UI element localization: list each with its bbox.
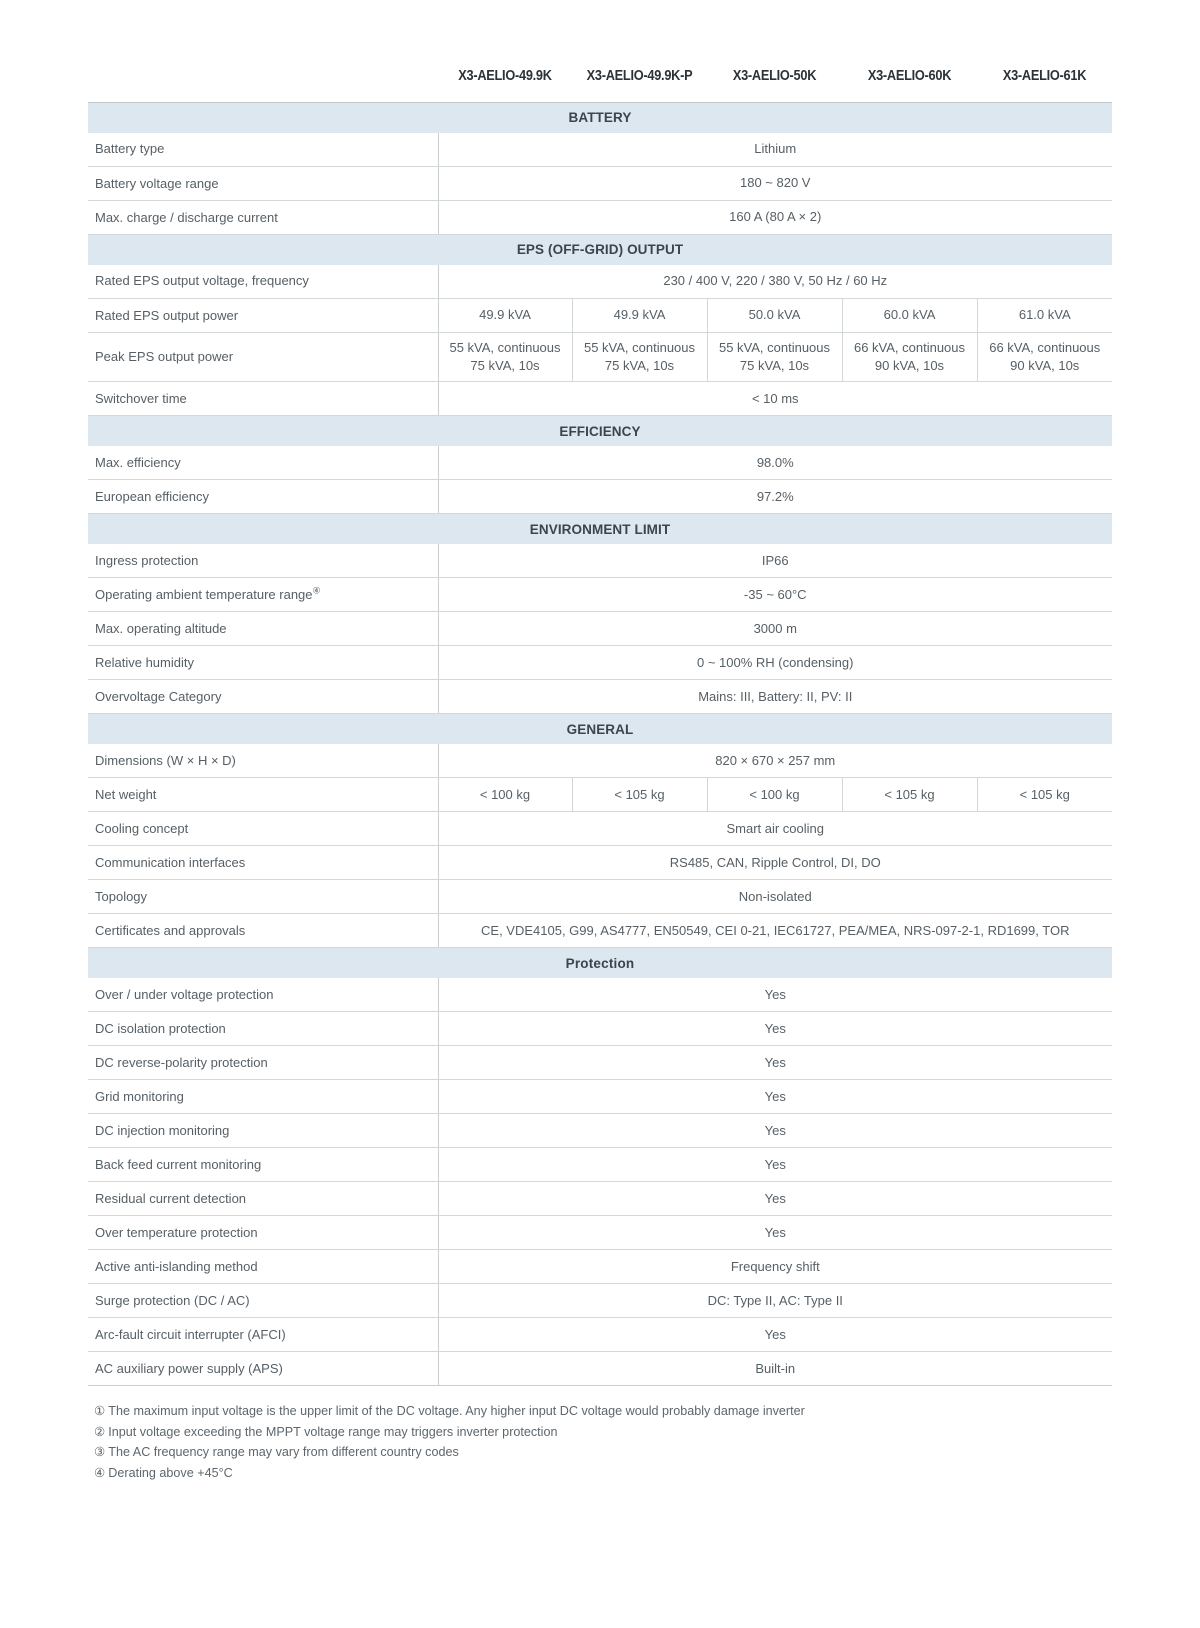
row-label xyxy=(88,480,438,514)
row-label xyxy=(88,778,438,812)
row-value: Yes xyxy=(438,1148,1112,1182)
row-value: Non-isolated xyxy=(438,880,1112,914)
footnote-item xyxy=(94,1463,1112,1483)
row-label xyxy=(88,1080,438,1114)
row-value: 230 / 400 V, 220 / 380 V, 50 Hz / 60 Hz xyxy=(438,265,1112,299)
table-row xyxy=(88,1250,1112,1284)
footnote-number: ④ xyxy=(94,1465,106,1480)
column-header-2: X3-AELIO-49.9K-P xyxy=(586,68,693,84)
row-value: Mains: III, Battery: II, PV: II xyxy=(438,680,1112,714)
row-label xyxy=(88,1216,438,1250)
row-value-col-3: < 100 kg xyxy=(707,778,842,812)
row-label-text: Overvoltage Category xyxy=(95,689,222,705)
table-row xyxy=(88,480,1112,514)
row-label-text: Certificates and approvals xyxy=(95,923,246,939)
row-label xyxy=(88,1148,438,1182)
row-value: Yes xyxy=(438,1046,1112,1080)
table-row xyxy=(88,846,1112,880)
row-label xyxy=(88,1182,438,1216)
row-label-text: Net weight xyxy=(95,787,157,803)
row-label-text: Battery type xyxy=(95,141,165,157)
row-label-text: Cooling concept xyxy=(95,821,189,837)
specification-table-container xyxy=(88,0,1112,1386)
section-title: GENERAL xyxy=(88,714,1112,744)
row-label xyxy=(88,880,438,914)
row-value: Built-in xyxy=(438,1352,1112,1386)
row-label xyxy=(88,1318,438,1352)
section-header-row xyxy=(88,416,1112,446)
table-row xyxy=(88,1080,1112,1114)
row-value-col-2: 49.9 kVA xyxy=(572,299,707,333)
row-label-text: Operating ambient temperature range xyxy=(95,587,313,603)
row-label xyxy=(88,1046,438,1080)
row-value: 0 ~ 100% RH (condensing) xyxy=(438,646,1112,680)
row-value-col-4: 60.0 kVA xyxy=(842,299,977,333)
row-label-text: Max. operating altitude xyxy=(95,621,227,637)
footnote-text: The AC frequency range may vary from different country codes xyxy=(108,1445,459,1460)
row-label xyxy=(88,978,438,1012)
table-row xyxy=(88,382,1112,416)
row-label-text: Grid monitoring xyxy=(95,1089,184,1105)
row-label-text: Battery voltage range xyxy=(95,175,219,191)
footnote-number: ③ xyxy=(94,1445,106,1460)
table-row xyxy=(88,446,1112,480)
row-label xyxy=(88,333,438,382)
table-row xyxy=(88,133,1112,167)
footnote-number: ① xyxy=(94,1404,106,1419)
row-value-col-2: 55 kVA, continuous 75 kVA, 10s xyxy=(572,333,707,382)
section-title: EFFICIENCY xyxy=(88,416,1112,446)
table-row xyxy=(88,978,1112,1012)
row-label xyxy=(88,1352,438,1386)
row-label-text: Peak EPS output power xyxy=(95,349,234,365)
section-header-row xyxy=(88,514,1112,544)
row-value-col-5: 61.0 kVA xyxy=(977,299,1112,333)
section-header-row xyxy=(88,103,1112,133)
row-value: Yes xyxy=(438,1318,1112,1352)
row-value: Yes xyxy=(438,1080,1112,1114)
section-header-row xyxy=(88,948,1112,978)
row-value: Yes xyxy=(438,1012,1112,1046)
row-value: IP66 xyxy=(438,544,1112,578)
row-label-text: Topology xyxy=(95,889,148,905)
table-row xyxy=(88,1114,1112,1148)
row-label-text: Max. efficiency xyxy=(95,454,181,470)
row-value-col-1: 49.9 kVA xyxy=(438,299,572,333)
row-label-text: Surge protection (DC / AC) xyxy=(95,1293,250,1309)
row-value: 98.0% xyxy=(438,446,1112,480)
row-value: 160 A (80 A × 2) xyxy=(438,201,1112,235)
column-header-5: X3-AELIO-61K xyxy=(1002,68,1087,84)
table-row xyxy=(88,167,1112,201)
row-value: DC: Type II, AC: Type II xyxy=(438,1284,1112,1318)
row-value: Yes xyxy=(438,978,1112,1012)
table-row xyxy=(88,578,1112,612)
table-row xyxy=(88,265,1112,299)
row-label xyxy=(88,382,438,416)
row-label xyxy=(88,265,438,299)
row-label-text: AC auxiliary power supply (APS) xyxy=(95,1361,283,1377)
table-row xyxy=(88,333,1112,382)
row-label-text: Residual current detection xyxy=(95,1191,247,1207)
row-label-text: Arc-fault circuit interrupter (AFCI) xyxy=(95,1327,286,1343)
row-label xyxy=(88,1012,438,1046)
row-value: 820 × 670 × 257 mm xyxy=(438,744,1112,778)
section-title: Protection xyxy=(88,948,1112,978)
table-row xyxy=(88,914,1112,948)
table-header xyxy=(88,68,1112,103)
row-label-text: Active anti-islanding method xyxy=(95,1259,258,1275)
row-value-col-3: 50.0 kVA xyxy=(707,299,842,333)
header-spacer-cell xyxy=(88,68,438,103)
section-title: EPS (OFF-GRID) OUTPUT xyxy=(88,235,1112,265)
table-row xyxy=(88,880,1112,914)
row-value-col-4: < 105 kg xyxy=(842,778,977,812)
table-body xyxy=(88,103,1112,1386)
column-header-1: X3-AELIO-49.9K xyxy=(458,68,552,84)
row-value: 180 ~ 820 V xyxy=(438,167,1112,201)
section-title: ENVIRONMENT LIMIT xyxy=(88,514,1112,544)
footnote-text: Input voltage exceeding the MPPT voltage range may triggers inverter protection xyxy=(108,1424,558,1439)
column-header-3: X3-AELIO-50K xyxy=(732,68,817,84)
row-label-text: Relative humidity xyxy=(95,655,194,671)
row-label-text: Communication interfaces xyxy=(95,855,246,871)
row-label xyxy=(88,1114,438,1148)
table-row xyxy=(88,544,1112,578)
table-row xyxy=(88,1284,1112,1318)
row-label xyxy=(88,914,438,948)
row-value: Yes xyxy=(438,1114,1112,1148)
row-label xyxy=(88,578,438,612)
table-row xyxy=(88,744,1112,778)
row-label xyxy=(88,646,438,680)
row-label xyxy=(88,544,438,578)
model-header-row xyxy=(88,68,1112,103)
row-label-text: Over temperature protection xyxy=(95,1225,258,1241)
row-label xyxy=(88,744,438,778)
row-label xyxy=(88,446,438,480)
row-value: 97.2% xyxy=(438,480,1112,514)
row-value: Frequency shift xyxy=(438,1250,1112,1284)
table-row xyxy=(88,778,1112,812)
row-label-text: Max. charge / discharge current xyxy=(95,209,278,225)
row-value-col-5: 66 kVA, continuous 90 kVA, 10s xyxy=(977,333,1112,382)
section-title: BATTERY xyxy=(88,103,1112,133)
table-row xyxy=(88,1318,1112,1352)
row-value-col-4: 66 kVA, continuous 90 kVA, 10s xyxy=(842,333,977,382)
row-value-col-2: < 105 kg xyxy=(572,778,707,812)
row-label xyxy=(88,846,438,880)
row-value: 3000 m xyxy=(438,612,1112,646)
row-value: Yes xyxy=(438,1182,1112,1216)
row-label-text: Back feed current monitoring xyxy=(95,1157,262,1173)
row-label xyxy=(88,680,438,714)
footnote-item xyxy=(94,1442,1112,1462)
table-row xyxy=(88,1046,1112,1080)
row-value-col-3: 55 kVA, continuous 75 kVA, 10s xyxy=(707,333,842,382)
footnote-marker: ④ xyxy=(312,585,321,596)
row-value-col-1: 55 kVA, continuous 75 kVA, 10s xyxy=(438,333,572,382)
table-row xyxy=(88,1148,1112,1182)
row-label-text: Rated EPS output voltage, frequency xyxy=(95,273,309,289)
row-label-text: Over / under voltage protection xyxy=(95,986,274,1002)
table-row xyxy=(88,299,1112,333)
row-value: CE, VDE4105, G99, AS4777, EN50549, CEI 0-21, IEC61727, PEA/MEA, NRS-097-2-1, RD1699, TOR xyxy=(438,914,1112,948)
row-label xyxy=(88,167,438,201)
table-row xyxy=(88,1352,1112,1386)
row-label-text: DC injection monitoring xyxy=(95,1123,230,1139)
footnote-item xyxy=(94,1401,1112,1421)
table-row xyxy=(88,201,1112,235)
footnotes-block xyxy=(88,1401,1112,1483)
footnote-text: Derating above +45°C xyxy=(108,1465,233,1480)
table-row xyxy=(88,1216,1112,1250)
row-label xyxy=(88,133,438,167)
row-label-text: Rated EPS output power xyxy=(95,307,239,323)
footnote-number: ② xyxy=(94,1424,106,1439)
footnote-item xyxy=(94,1422,1112,1442)
section-header-row xyxy=(88,235,1112,265)
footnote-text: The maximum input voltage is the upper limit of the DC voltage. Any higher input DC voltage would probably damage inverter xyxy=(108,1404,805,1419)
row-label xyxy=(88,612,438,646)
table-row xyxy=(88,646,1112,680)
row-label xyxy=(88,812,438,846)
row-label-text: Switchover time xyxy=(95,391,187,407)
row-value: Smart air cooling xyxy=(438,812,1112,846)
row-label-text: European efficiency xyxy=(95,489,209,505)
table-row xyxy=(88,1012,1112,1046)
row-value-col-5: < 105 kg xyxy=(977,778,1112,812)
table-row xyxy=(88,680,1112,714)
row-value: Lithium xyxy=(438,133,1112,167)
row-label xyxy=(88,299,438,333)
table-row xyxy=(88,1182,1112,1216)
row-label-text: Dimensions (W × H × D) xyxy=(95,752,236,768)
section-header-row xyxy=(88,714,1112,744)
row-value: -35 ~ 60°C xyxy=(438,578,1112,612)
table-row xyxy=(88,612,1112,646)
row-label xyxy=(88,201,438,235)
column-header-4: X3-AELIO-60K xyxy=(867,68,952,84)
row-label-text: DC isolation protection xyxy=(95,1021,226,1037)
specification-table xyxy=(88,68,1112,1386)
table-row xyxy=(88,812,1112,846)
row-label-text: DC reverse-polarity protection xyxy=(95,1055,268,1071)
row-label xyxy=(88,1284,438,1318)
row-label-text: Ingress protection xyxy=(95,552,199,568)
row-value-col-1: < 100 kg xyxy=(438,778,572,812)
row-value: RS485, CAN, Ripple Control, DI, DO xyxy=(438,846,1112,880)
row-value: < 10 ms xyxy=(438,382,1112,416)
row-label xyxy=(88,1250,438,1284)
row-value: Yes xyxy=(438,1216,1112,1250)
